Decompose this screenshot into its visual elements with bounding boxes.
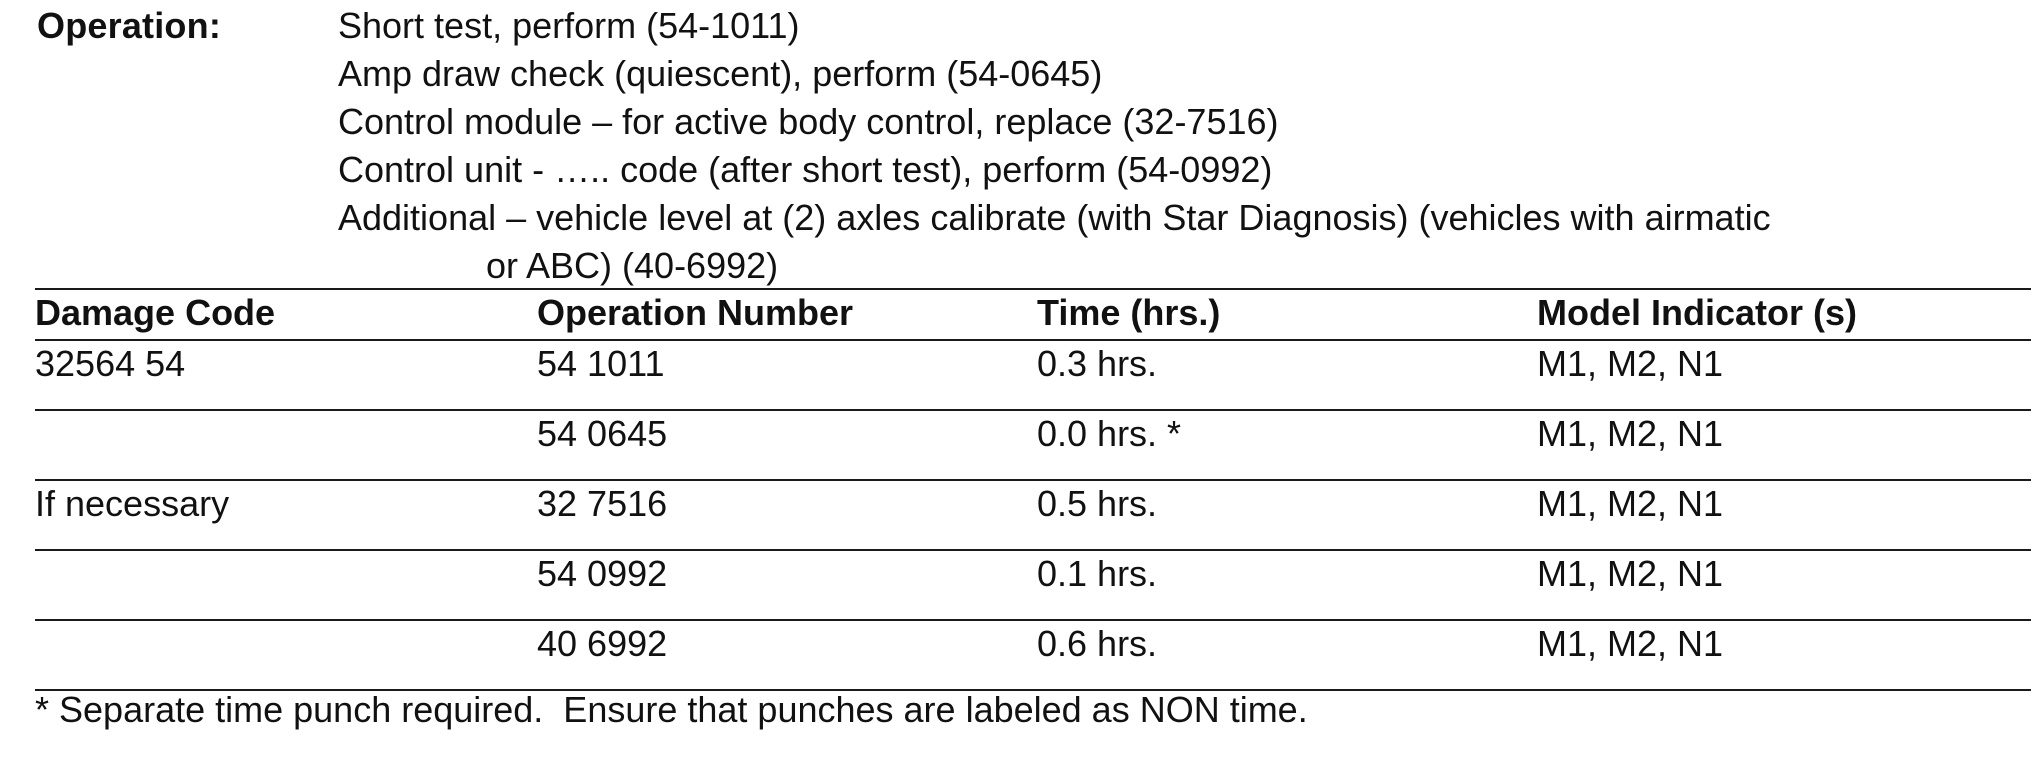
table-row [35,619,2031,691]
table-row [35,409,2031,479]
operation-line-continuation: or ABC) (40-6992) [486,245,779,286]
time-cell: 0.3 hrs. [1037,343,1158,384]
operation-label: Operation: [37,5,222,46]
operation-line: Control module – for active body control, replace (32-7516) [338,101,1279,142]
labor-operations-table [35,288,2031,691]
time-cell: 0.6 hrs. [1037,623,1158,664]
operation-number-cell: 32 7516 [537,483,668,524]
operation-number-cell: 54 0645 [537,413,668,454]
footnote: * Separate time punch required. Ensure that punches are labeled as NON time. [35,689,1308,730]
operation-line: Short test, perform (54-1011) [338,5,800,46]
operation-number-cell: 54 1011 [537,343,665,384]
model-indicator-cell: M1, M2, N1 [1537,553,1724,594]
operation-number-cell: 54 0992 [537,553,668,594]
operation-line: Control unit - ….. code (after short test), perform (54-0992) [338,149,1273,190]
time-cell: 0.0 hrs. * [1037,413,1182,454]
table-row [35,479,2031,549]
model-indicator-cell: M1, M2, N1 [1537,343,1724,384]
time-cell: 0.1 hrs. [1037,553,1158,594]
damage-code-cell: 32564 54 [35,343,186,384]
header-model-indicator: Model Indicator (s) [1537,292,1858,333]
header-operation-number: Operation Number [537,292,854,333]
operation-list [338,2,2018,290]
header-damage-code: Damage Code [35,292,276,333]
model-indicator-cell: M1, M2, N1 [1537,413,1724,454]
time-cell: 0.5 hrs. [1037,483,1158,524]
table-header-row [35,288,2031,339]
operation-number-cell: 40 6992 [537,623,668,664]
damage-code-cell: If necessary [35,483,230,524]
table-row [35,549,2031,619]
table-row [35,339,2031,409]
model-indicator-cell: M1, M2, N1 [1537,483,1724,524]
model-indicator-cell: M1, M2, N1 [1537,623,1724,664]
operation-line: Additional – vehicle level at (2) axles calibrate (with Star Diagnosis) (vehicles with airmatic [338,197,1771,238]
header-time: Time (hrs.) [1037,292,1221,333]
operation-line: Amp draw check (quiescent), perform (54-0645) [338,53,1103,94]
